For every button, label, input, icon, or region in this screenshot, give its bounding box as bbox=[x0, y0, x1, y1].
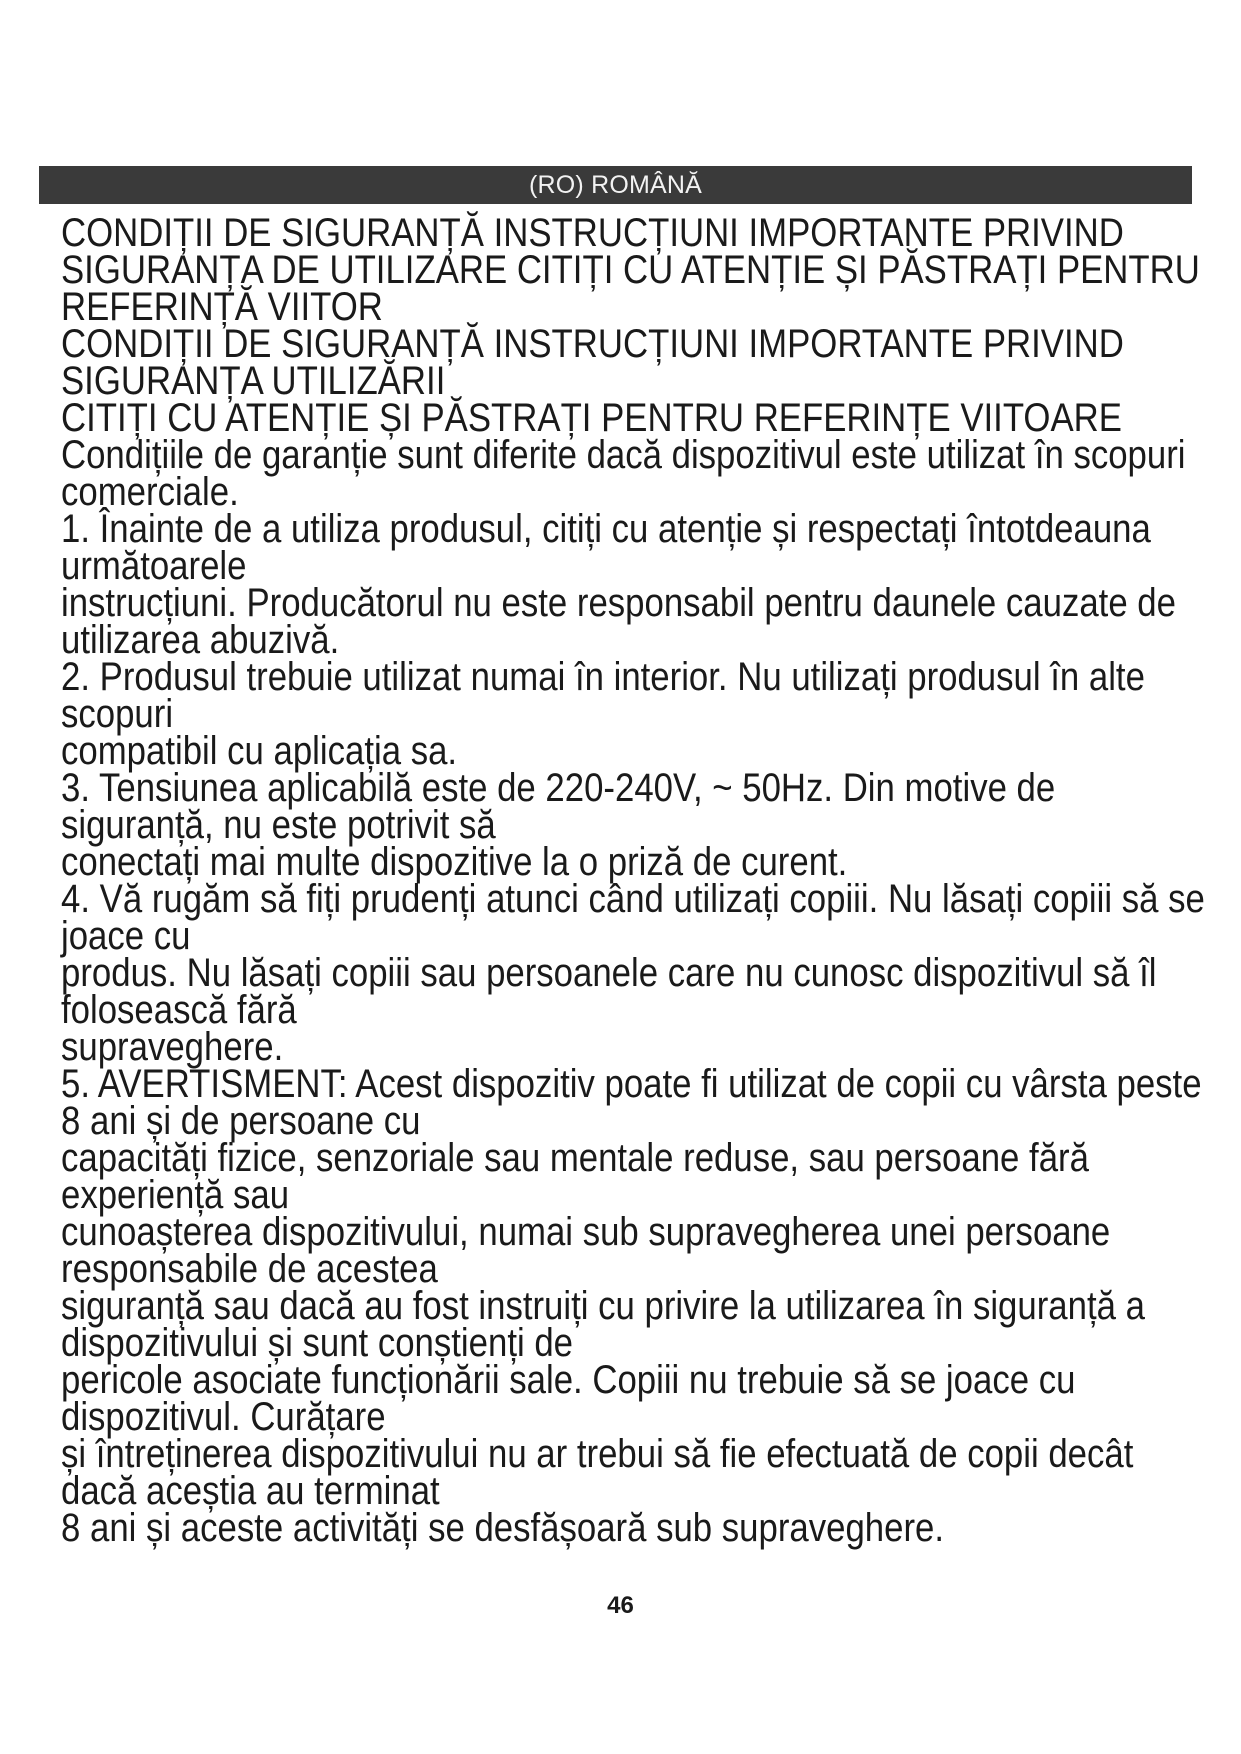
language-header-bar bbox=[39, 166, 1192, 204]
body-line: 4. Vă rugăm să fiți prudenți atunci când utilizați copiii. Nu lăsați copiii să se bbox=[61, 877, 1205, 921]
language-label: (RO) ROMÂNĂ bbox=[528, 171, 703, 199]
title-line: SIGURANȚA UTILIZĂRII bbox=[61, 359, 446, 403]
body-line: următoarele bbox=[61, 544, 247, 588]
title-line: SIGURANȚA DE UTILIZARE CITIȚI CU ATENȚIE ȘI PĂSTRAȚI PENTRU bbox=[61, 248, 1200, 292]
body-line: produs. Nu lăsați copiii sau persoanele care nu cunosc dispozitivul să îl bbox=[61, 951, 1157, 995]
body-line: 8 ani și de persoane cu bbox=[61, 1099, 421, 1143]
document-content bbox=[61, 211, 1205, 1550]
title-line: CITIȚI CU ATENȚIE ȘI PĂSTRAȚI PENTRU REFERINȚE VIITOARE bbox=[61, 396, 1122, 440]
body-line: comerciale. bbox=[61, 470, 239, 514]
body-line: utilizarea abuzivă. bbox=[61, 618, 340, 662]
body-line: siguranță sau dacă au fost instruiți cu privire la utilizarea în siguranță a bbox=[61, 1284, 1145, 1328]
body-line: pericole asociate funcționării sale. Copiii nu trebuie să se joace cu bbox=[61, 1358, 1076, 1402]
body-line: și întreținerea dispozitivului nu ar trebui să fie efectuată de copii decât bbox=[61, 1432, 1134, 1476]
body-line: 8 ani și aceste activități se desfășoară sub supraveghere. bbox=[61, 1506, 945, 1550]
body-line: 1. Înainte de a utiliza produsul, citiți cu atenție și respectați întotdeauna bbox=[61, 507, 1151, 551]
body-line: joace cu bbox=[61, 914, 191, 958]
body-line: scopuri bbox=[61, 692, 174, 736]
body-line: instrucțiuni. Producătorul nu este responsabil pentru daunele cauzate de bbox=[61, 581, 1176, 625]
body-line: Condițiile de garanție sunt diferite dacă dispozitivul este utilizat în scopuri bbox=[61, 433, 1186, 477]
title-line: CONDIȚII DE SIGURANȚĂ INSTRUCȚIUNI IMPORTANTE PRIVIND bbox=[61, 211, 1124, 255]
body-line: 5. AVERTISMENT: Acest dispozitiv poate fi utilizat de copii cu vârsta peste bbox=[61, 1062, 1202, 1106]
body-line: dispozitivului și sunt conștienți de bbox=[61, 1321, 574, 1365]
body-line: supraveghere. bbox=[61, 1025, 284, 1069]
title-line: REFERINȚĂ VIITOR bbox=[61, 285, 383, 329]
page-number-label: 46 bbox=[607, 1592, 634, 1619]
body-line: experiență sau bbox=[61, 1173, 290, 1217]
body-line: compatibil cu aplicația sa. bbox=[61, 729, 458, 773]
title-line: CONDIȚII DE SIGURANȚĂ INSTRUCȚIUNI IMPORTANTE PRIVIND bbox=[61, 322, 1124, 366]
body-line: conectați mai multe dispozitive la o priză de curent. bbox=[61, 840, 848, 884]
body-line: capacități fizice, senzoriale sau mentale reduse, sau persoane fără bbox=[61, 1136, 1089, 1180]
body-line: 2. Produsul trebuie utilizat numai în interior. Nu utilizați produsul în alte bbox=[61, 655, 1145, 699]
body-line: dispozitivul. Curățare bbox=[61, 1395, 386, 1439]
body-line: cunoașterea dispozitivului, numai sub supravegherea unei persoane bbox=[61, 1210, 1111, 1254]
body-line: dacă aceștia au terminat bbox=[61, 1469, 440, 1513]
body-line: folosească fără bbox=[61, 988, 297, 1032]
page-number bbox=[0, 1592, 1241, 1620]
body-line: 3. Tensiunea aplicabilă este de 220-240V, ~ 50Hz. Din motive de bbox=[61, 766, 1056, 810]
safety-title-block bbox=[61, 211, 1200, 440]
safety-instructions-body bbox=[61, 433, 1205, 1550]
body-line: responsabile de acestea bbox=[61, 1247, 438, 1291]
body-line: siguranță, nu este potrivit să bbox=[61, 803, 496, 847]
